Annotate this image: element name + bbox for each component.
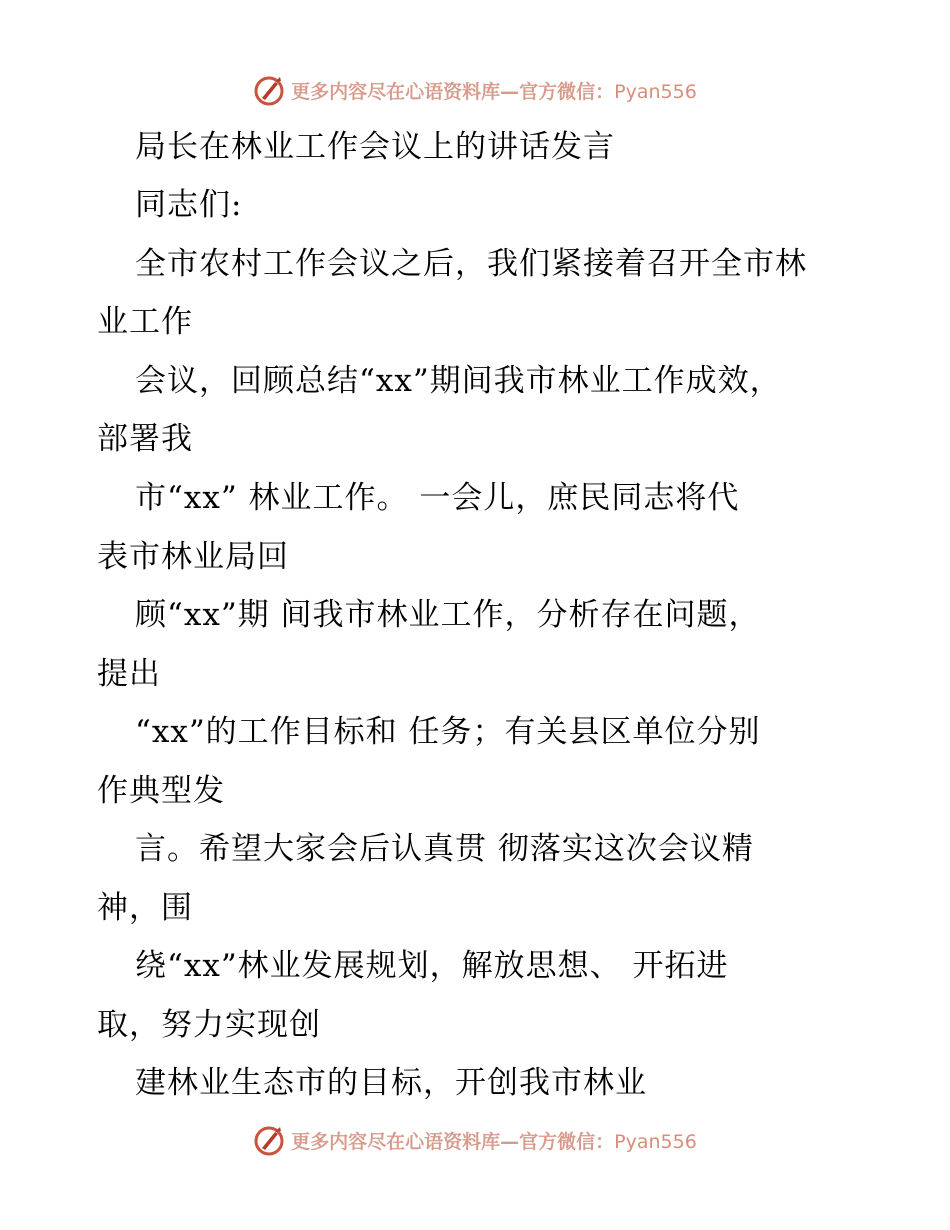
watermark-header [0, 70, 950, 110]
paragraph-line: 作典型发 [97, 773, 225, 809]
paragraph-line: 取，努力实现创 [97, 1007, 321, 1043]
watermark-text: 更多内容尽在心语资料库—官方微信：Pyan556 [291, 80, 697, 103]
watermark-footer [0, 1120, 950, 1160]
paragraph-line: “xx”的工作目标和 任务；有关县区单位分别 [135, 714, 761, 750]
watermark-wechat-id: Pyan556 [614, 1130, 697, 1153]
paragraph-line: 神，围 [97, 890, 193, 926]
quill-logo-icon [253, 74, 285, 106]
paragraph-line: 绕“xx”林业发展规划，解放思想、 开拓进 [135, 948, 729, 984]
watermark-wechat-id: Pyan556 [614, 80, 697, 103]
paragraph-line: 同志们: [135, 187, 243, 223]
paragraph-line: 市“xx” 林业工作。 一会儿，庶民同志将代 [135, 480, 740, 516]
quill-logo-icon [253, 1124, 285, 1156]
paragraph-line: 全市农村工作会议之后，我们紧接着召开全市林 [135, 246, 807, 282]
paragraph-line: 建林业生态市的目标，开创我市林业 [135, 1065, 647, 1101]
paragraph-line: 提出 [97, 656, 161, 692]
paragraph-line: 顾“xx”期 间我市林业工作，分析存在问题， [135, 597, 761, 633]
document-title: 局长在林业工作会议上的讲话发言 [135, 129, 615, 165]
paragraph-line: 会议，回顾总结“xx”期间我市林业工作成效， [135, 363, 782, 399]
paragraph-line: 部署我 [97, 421, 193, 457]
paragraph-line: 业工作 [97, 304, 193, 340]
paragraph-line: 言。希望大家会后认真贯 彻落实这次会议精 [135, 831, 754, 867]
watermark-text: 更多内容尽在心语资料库—官方微信：Pyan556 [291, 1130, 697, 1153]
paragraph-line: 表市林业局回 [97, 539, 289, 575]
